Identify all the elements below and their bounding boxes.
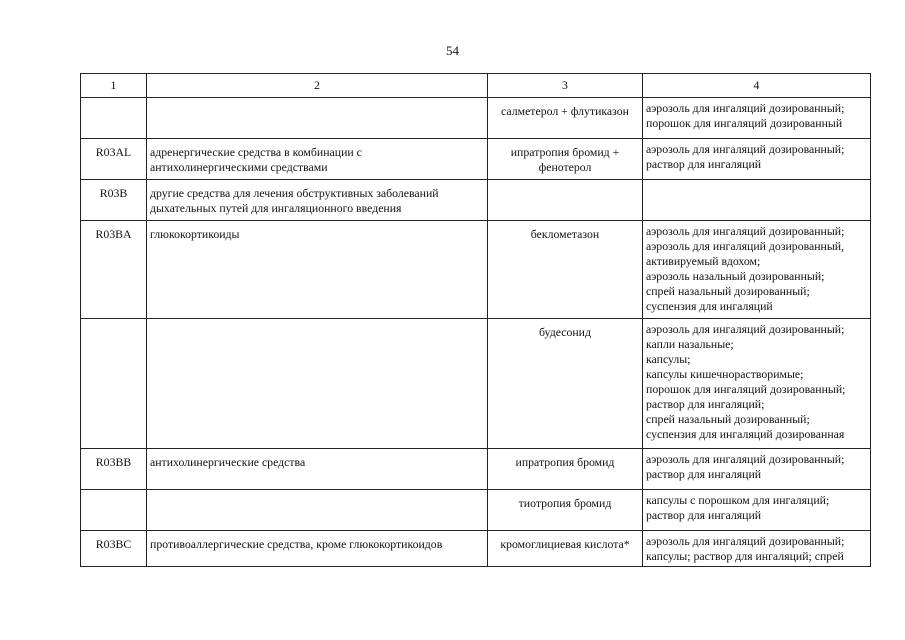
drug-name-cell-line: беклометазон [530,227,600,241]
dosage-forms-cell [643,221,871,319]
dosage-forms-cell [643,180,871,221]
code-cell: R03AL [81,139,147,180]
group-name-cell [147,98,488,139]
dosage-forms-cell-line: аэрозоль для ингаляций дозированный, [646,239,845,253]
dosage-forms-cell-line: аэрозоль для ингаляций дозированный; [646,534,845,548]
header-col-1: 1 [81,74,147,98]
dosage-forms-cell-line: раствор для ингаляций [646,157,762,171]
page-number: 54 [446,43,459,58]
drug-name-cell-line: кромоглициевая кислота* [500,537,630,551]
dosage-forms-cell-line: раствор для ингаляций [646,467,762,481]
dosage-forms-cell-line: аэрозоль для ингаляций дозированный; [646,452,845,466]
dosage-forms-cell [643,490,871,531]
dosage-forms-cell-line: раствор для ингаляций [646,508,762,522]
dosage-forms-cell-line: капсулы; раствор для ингаляций; спрей [646,549,844,563]
header-col-3: 3 [488,74,643,98]
drug-name-cell [488,180,643,221]
dosage-forms-cell [643,139,871,180]
group-name-cell [147,319,488,449]
code-cell: R03BA [81,221,147,319]
drug-name-cell-line: фенотерол [538,160,592,174]
table-row [81,449,871,490]
dosage-forms-cell-line: аэрозоль для ингаляций дозированный; [646,142,845,156]
drug-name-cell-line: ипратропия бромид [515,455,615,469]
code-cell: R03B [81,180,147,221]
drug-name-cell [488,139,643,180]
table-row [81,531,871,567]
dosage-forms-cell-line: аэрозоль назальный дозированный; [646,269,825,283]
dosage-forms-cell [643,319,871,449]
table-row [81,490,871,531]
code-cell [81,490,147,531]
code-cell: R03BB [81,449,147,490]
drug-name-cell [488,531,643,567]
drug-table [80,73,871,567]
group-name-cell [147,449,488,490]
drug-name-cell [488,449,643,490]
drug-name-cell [488,490,643,531]
group-name-cell [147,490,488,531]
drug-name-cell-line: салметерол + флутиказон [501,104,629,118]
group-name-cell-line: дыхательных путей для ингаляционного введения [150,201,402,215]
dosage-forms-cell [643,531,871,567]
dosage-forms-cell-line: капсулы с порошком для ингаляций; [646,493,830,507]
group-name-cell-line: глюкокортикоиды [150,227,240,241]
group-name-cell-line: адренергические средства в комбинации с [150,145,362,159]
dosage-forms-cell-line: активируемый вдохом; [646,254,761,268]
dosage-forms-cell-line: порошок для ингаляций дозированный; [646,382,846,396]
dosage-forms-cell-line: суспензия для ингаляций дозированная [646,427,845,441]
drug-name-cell [488,221,643,319]
group-name-cell-line: антихолинергическими средствами [150,160,328,174]
dosage-forms-cell-line: суспензия для ингаляций [646,299,773,313]
code-cell: R03BC [81,531,147,567]
group-name-cell [147,221,488,319]
group-name-cell [147,180,488,221]
group-name-cell-line: противоаллергические средства, кроме глюкокортикоидов [150,537,443,551]
group-name-cell [147,139,488,180]
code-cell [81,319,147,449]
dosage-forms-cell-line: капсулы; [646,352,691,366]
dosage-forms-cell-line: аэрозоль для ингаляций дозированный; [646,322,845,336]
dosage-forms-cell [643,449,871,490]
dosage-forms-cell-line: аэрозоль для ингаляций дозированный; [646,101,845,115]
table-row [81,139,871,180]
dosage-forms-cell [643,98,871,139]
header-col-4: 4 [643,74,871,98]
table-row [81,180,871,221]
group-name-cell-line: другие средства для лечения обструктивных заболеваний [150,186,439,200]
group-name-cell-line: антихолинергические средства [150,455,306,469]
group-name-cell [147,531,488,567]
dosage-forms-cell-line: раствор для ингаляций; [646,397,765,411]
table-row [81,98,871,139]
drug-name-cell-line: ипратропия бромид + [510,145,620,159]
dosage-forms-cell-line: капсулы кишечнорастворимые; [646,367,804,381]
drug-name-cell-line: тиотропия бромид [518,496,612,510]
dosage-forms-cell-line: спрей назальный дозированный; [646,412,810,426]
drug-name-cell [488,319,643,449]
header-col-2: 2 [147,74,488,98]
dosage-forms-cell-line: спрей назальный дозированный; [646,284,810,298]
dosage-forms-cell-line: аэрозоль для ингаляций дозированный; [646,224,845,238]
table-header-row [81,74,871,98]
dosage-forms-cell-line: капли назальные; [646,337,734,351]
drug-name-cell [488,98,643,139]
dosage-forms-cell-line: порошок для ингаляций дозированный [646,116,843,130]
table-row [81,221,871,319]
drug-name-cell-line: будесонид [538,325,591,339]
code-cell [81,98,147,139]
table-row [81,319,871,449]
